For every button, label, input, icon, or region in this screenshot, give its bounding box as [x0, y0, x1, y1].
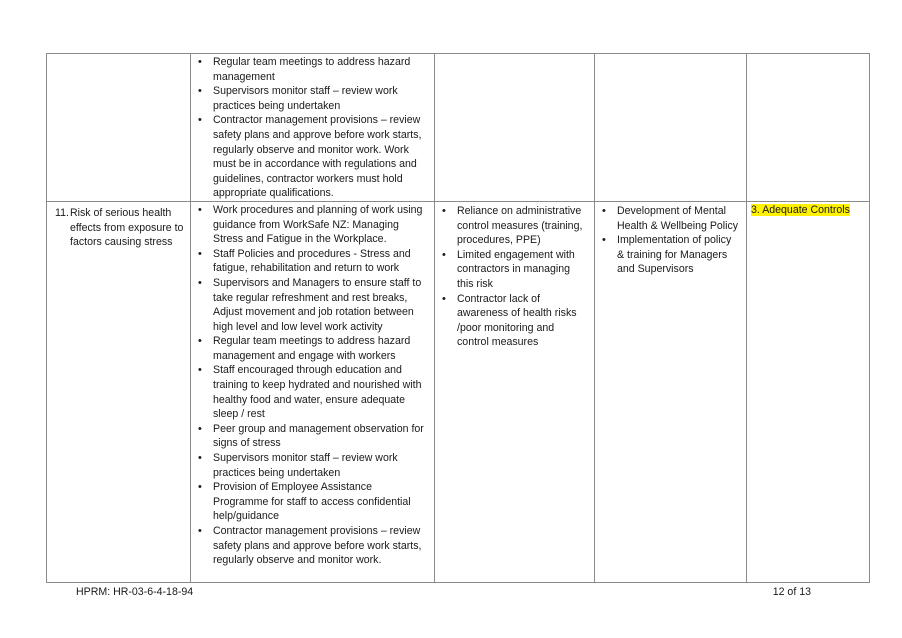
controls-cell [191, 54, 435, 202]
risk-number: 11. [55, 206, 69, 219]
document-reference: HPRM: HR-03-6-4-18-94 [76, 586, 194, 598]
list-item: • Reliance on administrative control measures (training, procedures, PPE) [435, 204, 588, 248]
list-item: • Implementation of policy & training for Managers and Supervisors [595, 233, 740, 277]
risk-title [47, 202, 190, 250]
list-item: • Staff Policies and procedures - Stress and fatigue, rehabilitation and return to work [191, 247, 428, 276]
list-item: • Contractor management provisions – review safety plans and approve before work starts, regularly observe and monitor work. Work must be in accordance with regulations and guidelines, contractor workers must hold appropriate qualifications. [191, 113, 428, 201]
risk-rating [747, 202, 869, 218]
list-item: • Staff encouraged through education and training to keep hydrated and nourished with healthy food and water, ensure adequate sleep / rest [191, 363, 428, 421]
actions-cell [595, 54, 747, 202]
controls-cell [191, 201, 435, 582]
gaps-cell [435, 54, 595, 202]
controls-list [191, 54, 434, 201]
list-item: • Regular team meetings to address hazard management and engage with workers [191, 334, 428, 363]
controls-list [191, 202, 434, 568]
list-item: • Development of Mental Health & Wellbeing Policy [595, 204, 740, 233]
list-item: • Limited engagement with contractors in managing this risk [435, 248, 588, 292]
rating-cell [747, 54, 870, 202]
list-item: • Work procedures and planning of work using guidance from WorkSafe NZ: Managing Stress and Fatigue in the Workplace. [191, 203, 428, 247]
list-item: • Contractor management provisions – review safety plans and approve before work starts, regularly observe and monitor work. [191, 524, 428, 568]
actions-list [595, 202, 746, 277]
gaps-list [435, 202, 594, 350]
list-item: • Supervisors and Managers to ensure staff to take regular refreshment and rest breaks, Adjust movement and job rotation between high level and low level work activity [191, 276, 428, 334]
rating-highlight: 3. Adequate Controls [751, 203, 850, 216]
list-item: • Supervisors monitor staff – review work practices being undertaken [191, 451, 428, 480]
actions-cell [595, 201, 747, 582]
risk-description: Risk of serious health effects from exposure to factors causing stress [70, 206, 184, 249]
page-number: 12 of 13 [772, 586, 811, 598]
list-item: • Peer group and management observation for signs of stress [191, 422, 428, 451]
table-row [47, 54, 870, 202]
list-item: • Regular team meetings to address hazard management [191, 55, 428, 84]
gaps-cell [435, 201, 595, 582]
rating-cell [747, 201, 870, 582]
risk-cell [47, 54, 191, 202]
list-item: • Provision of Employee Assistance Programme for staff to access confidential help/guidance [191, 480, 428, 524]
list-item: • Supervisors monitor staff – review work practices being undertaken [191, 84, 428, 113]
list-item: • Contractor lack of awareness of health risks /poor monitoring and control measures [435, 292, 588, 350]
table-row [47, 201, 870, 582]
risk-cell [47, 201, 191, 582]
risk-register-table [46, 53, 870, 583]
